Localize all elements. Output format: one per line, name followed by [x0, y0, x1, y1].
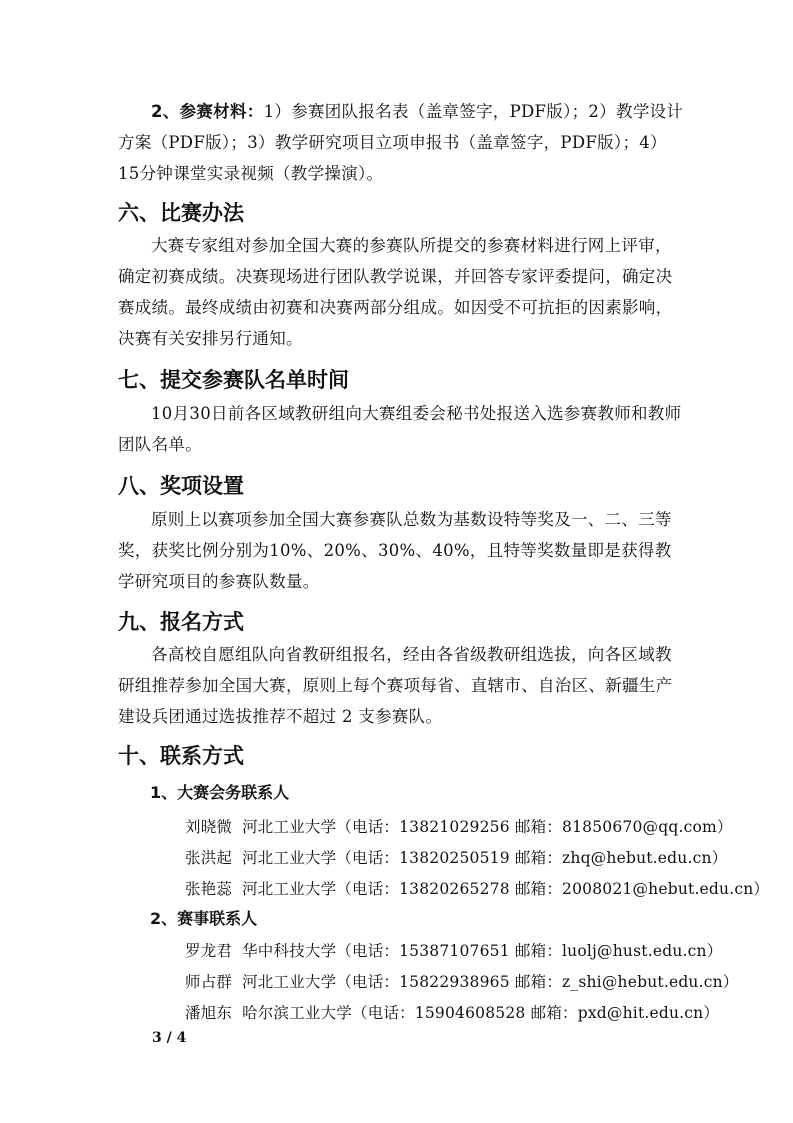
contact-info: 河北工业大学（电话：15822938965 邮箱：z_shi@hebut.edu.cn）: [242, 973, 739, 991]
contact-row: [185, 1001, 719, 1023]
contact-row: [185, 970, 739, 992]
section8-body: 原则上以赛项参加全国大赛参赛队总数为基数设特等奖及一、二、三等奖，获奖比例分别为10%、20%、30%、40%，且特等奖数量即是获得教学研究项目的参赛队数量。: [118, 510, 672, 591]
section7-body: 10月30日前各区域教研组向大赛组委会秘书处报送入选参赛教师和教师团队名单。: [118, 404, 682, 454]
section6-heading: 六、比赛办法: [118, 201, 244, 225]
conference-contacts-label: 1、大赛会务联系人: [150, 783, 290, 802]
contact-row: [185, 877, 769, 899]
materials-label: 2、参赛材料：: [151, 102, 264, 121]
contact-name: 刘晓微: [185, 818, 233, 836]
contact-info: 河北工业大学（电话：13820265278 邮箱：2008021@hebut.edu.cn）: [242, 880, 770, 898]
contact-name: 罗龙君: [185, 942, 233, 960]
contact-row: [185, 815, 733, 837]
contact-info: 华中科技大学（电话：15387107651 邮箱：luolj@hust.edu.cn）: [242, 942, 723, 960]
section6-body: 大赛专家组对参加全国大赛的参赛队所提交的参赛材料进行网上评审，确定初赛成绩。决赛现场进行团队教学说课，并回答专家评委提问，确定决赛成绩。最终成绩由初赛和决赛两部分组成。如因受不可抗拒的因素影响，决赛有关安排另行通知。: [118, 236, 673, 348]
materials-paragraph: [118, 96, 688, 189]
section9-body: 各高校自愿组队向省教研组报名，经由各省级教研组选拔，向各区域教研组推荐参加全国大赛，原则上每个赛项每省、直辖市、自治区、新疆生产建设兵团通过选拔推荐不超过 2 支参赛队。: [118, 645, 673, 726]
event-contacts-label: 2、赛事联系人: [150, 909, 258, 928]
section9-heading: 九、报名方式: [118, 610, 244, 634]
contact-row: [185, 939, 722, 961]
contact-name: 师占群: [185, 973, 233, 991]
section10-heading: 十、联系方式: [118, 744, 244, 768]
page-number: 3 / 4: [152, 1030, 187, 1046]
contact-name: 张艳蕊: [185, 880, 233, 898]
contact-info: 河北工业大学（电话：13820250519 邮箱：zhq@hebut.edu.cn）: [242, 849, 728, 867]
contact-name: 张洪起: [185, 849, 233, 867]
contact-row: [185, 846, 727, 868]
contact-info: 河北工业大学（电话：13821029256 邮箱：81850670@qq.com）: [242, 818, 733, 836]
contact-name: 潘旭东: [185, 1004, 233, 1022]
materials-text: 1）参赛团队报名表（盖章签字，PDF版）；2）教学设计方案（PDF版）；3）教学研究项目立项申报书（盖章签字，PDF版）；4）15分钟课堂实录视频（教学操演）。: [118, 102, 684, 183]
section8-heading: 八、奖项设置: [118, 474, 244, 498]
section7-heading: 七、提交参赛队名单时间: [118, 368, 349, 392]
contact-info: 哈尔滨工业大学（电话：15904608528 邮箱：pxd@hit.edu.cn）: [242, 1004, 720, 1022]
